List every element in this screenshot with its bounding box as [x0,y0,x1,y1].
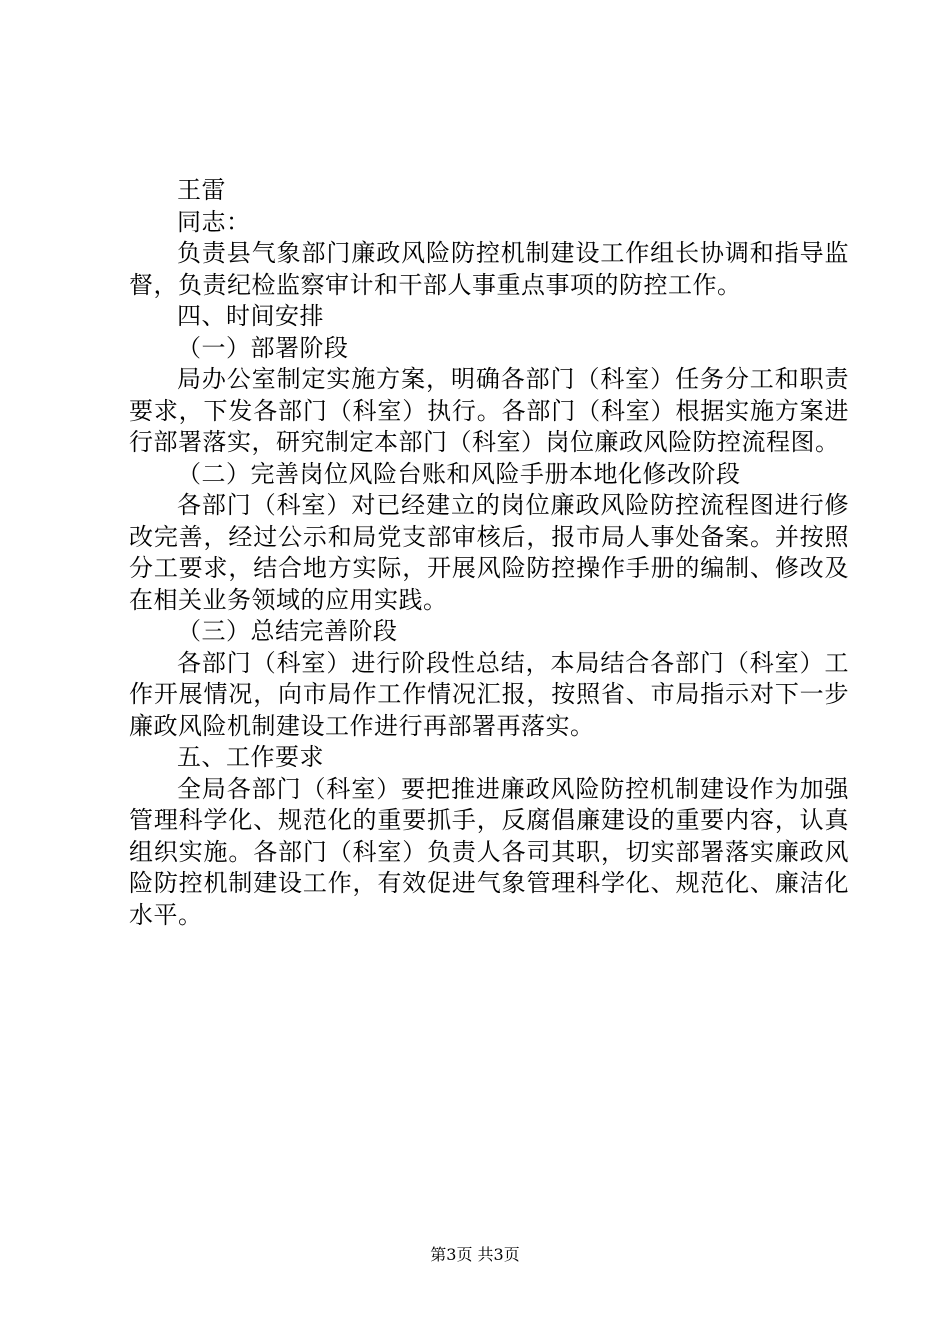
paragraph-responsibility: 负责县气象部门廉政风险防控机制建设工作组长协调和指导监督，负责纪检监察审计和干部人事重点事项的防控工作。 [129,239,849,299]
signature-name: 王雷 [177,176,226,204]
heading-requirements: 五、工作要求 [177,743,324,771]
paragraph-summary: 各部门（科室）进行阶段性总结，本局结合各部门（科室）工作开展情况，向市局作工作情况汇报，按照省、市局指示对下一步廉政风险机制建设工作进行再部署再落实。 [129,648,849,740]
page-number: 第3页 共3页 [430,1245,520,1264]
subheading-deployment: （一）部署阶段 [177,333,349,362]
page-footer [0,1245,950,1265]
heading-schedule: 四、时间安排 [177,302,324,330]
paragraph-deployment: 局办公室制定实施方案，明确各部门（科室）任务分工和职责要求，下发各部门（科室）执行。各部门（科室）根据实施方案进行部署落实，研究制定本部门（科室）岗位廉政风险防控流程图。 [129,365,849,456]
signature-title: 同志： [177,207,251,236]
subheading-improvement: （二）完善岗位风险台账和风险手册本地化修改阶段 [177,459,741,488]
paragraph-requirements: 全局各部门（科室）要把推进廉政风险防控机制建设作为加强管理科学化、规范化的重要抓手，反腐倡廉建设的重要内容，认真组织实施。各部门（科室）负责人各司其职，切实部署落实廉政风险防控机制建设工作，有效促进气象管理科学化、规范化、廉洁化水平。 [129,774,849,929]
subheading-summary: （三）总结完善阶段 [177,617,398,645]
document-body [129,175,849,931]
paragraph-improvement: 各部门（科室）对已经建立的岗位廉政风险防控流程图进行修改完善，经过公示和局党支部审核后，报市局人事处备案。并按照分工要求，结合地方实际，开展风险防控操作手册的编制、修改及在相关业务领域的应用实践。 [129,491,849,614]
